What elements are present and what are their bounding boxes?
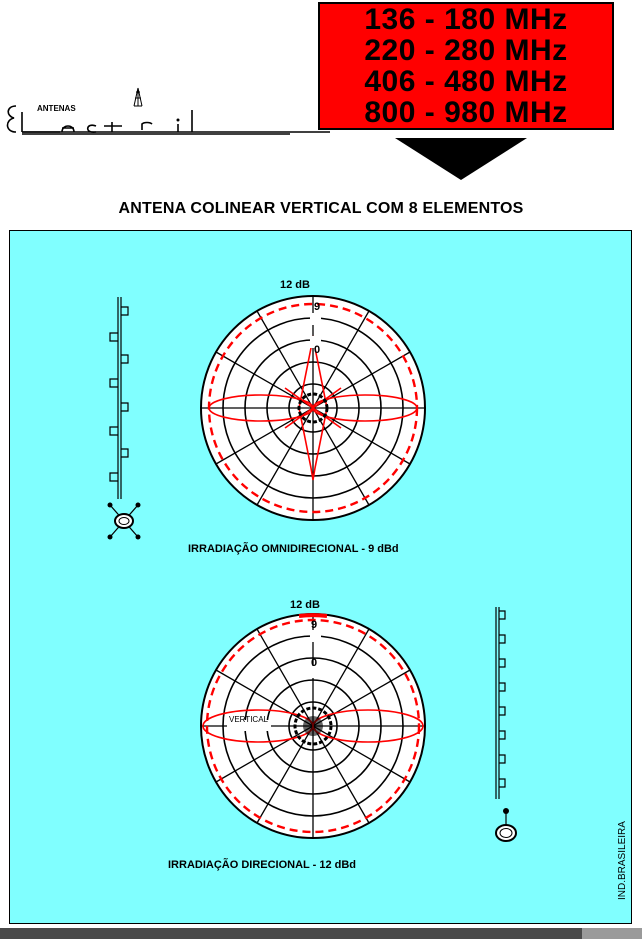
diagram-panel (9, 230, 632, 924)
bottom-caption: IRRADIAÇÃO DIRECIONAL - 12 dBd (168, 859, 357, 871)
bottom-gain-label: 12 dB (290, 599, 320, 611)
footer-bar (0, 928, 642, 939)
frequency-band-4: 800 - 980 MHz (364, 95, 568, 129)
header (0, 0, 642, 185)
top-ring-label-9: 9 (314, 301, 321, 313)
top-ring-label-0: 0 (314, 344, 321, 356)
top-antenna-drawing (88, 293, 158, 555)
brand-small-label: ANTENAS (37, 104, 76, 113)
frequency-bands-box (318, 2, 614, 130)
top-gain-label: 12 dB (280, 279, 310, 291)
bottom-polar-diagram (198, 611, 428, 841)
tower-icon (134, 88, 142, 106)
side-label: IND.BRASILEIRA (617, 821, 628, 900)
bottom-inner-label: VERTICAL (229, 715, 268, 724)
footer-shade (582, 928, 642, 939)
electril-logo (0, 80, 330, 160)
page-title: ANTENA COLINEAR VERTICAL COM 8 ELEMENTOS (118, 200, 524, 217)
frequency-band-3: 406 - 480 MHz (364, 64, 568, 98)
bottom-antenna-drawing (482, 603, 532, 843)
bottom-ring-label-9: 9 (311, 619, 318, 631)
top-caption: IRRADIAÇÃO OMNIDIRECIONAL - 9 dBd (188, 543, 399, 555)
down-arrow-icon (395, 138, 527, 180)
top-polar-diagram (198, 291, 428, 521)
frequency-band-1: 136 - 180 MHz (364, 2, 568, 36)
bottom-ring-label-0: 0 (311, 657, 318, 669)
frequency-band-2: 220 - 280 MHz (364, 33, 568, 67)
